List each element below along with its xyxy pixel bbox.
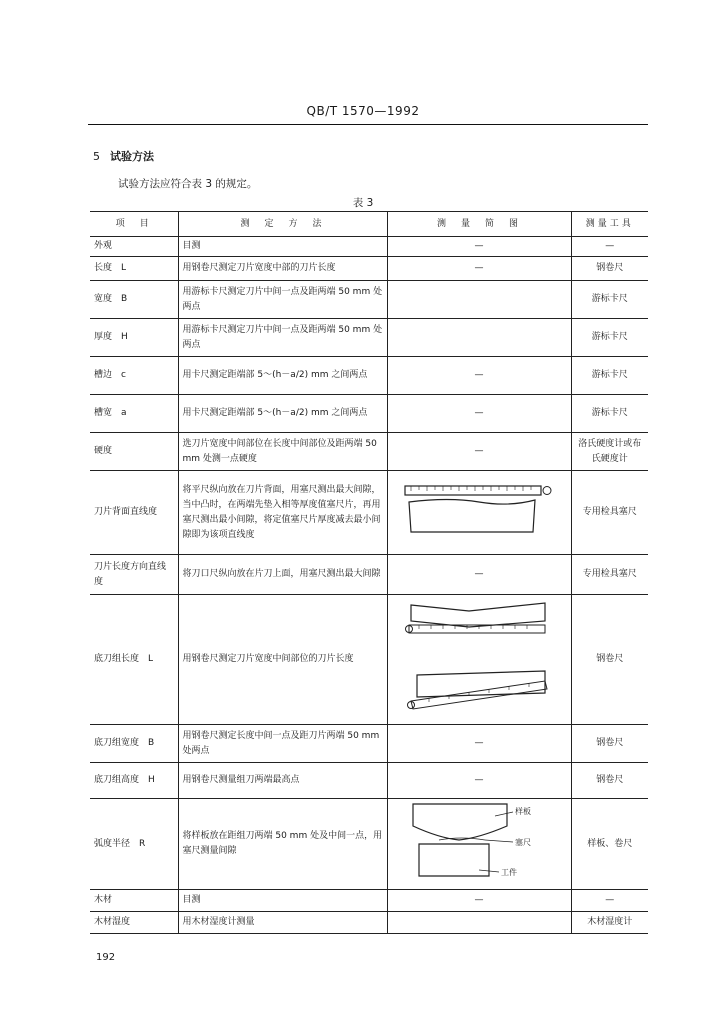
- row-method: 目测: [178, 890, 387, 912]
- row-tool: —: [571, 890, 648, 912]
- table-row: [90, 912, 648, 934]
- row-item: 底刀组高度 H: [90, 763, 178, 799]
- row-diagram: —: [387, 890, 571, 912]
- row-item: 底刀组宽度 B: [90, 725, 178, 763]
- table-row: [90, 319, 648, 357]
- standard-code: QB/T 1570—1992: [306, 104, 420, 118]
- row-tool: 洛氏硬度计或布氏硬度计: [571, 433, 648, 471]
- row-item: 刀片长度方向直线度: [90, 555, 178, 595]
- row-item: 木材湿度: [90, 912, 178, 934]
- row-tool: 专用检具塞尺: [571, 555, 648, 595]
- row-diagram: [387, 319, 571, 357]
- row-diagram: —: [387, 763, 571, 799]
- label-workpiece: 工件: [501, 868, 517, 877]
- straightedge-diagram: [399, 480, 559, 540]
- row-item: 槽宽 a: [90, 395, 178, 433]
- row-tool: 钢卷尺: [571, 595, 648, 725]
- header-diagram: 测 量 简 图: [387, 212, 571, 237]
- row-diagram: —: [387, 433, 571, 471]
- row-item: 宽度 B: [90, 281, 178, 319]
- section-number: 5: [93, 150, 100, 163]
- row-diagram: —: [387, 555, 571, 595]
- row-tool: 专用检具塞尺: [571, 471, 648, 555]
- table-row: [90, 257, 648, 281]
- row-tool: —: [571, 237, 648, 257]
- row-diagram: [387, 281, 571, 319]
- bed-knife-length-diagram: [399, 597, 559, 717]
- table-row: [90, 595, 648, 725]
- row-item: 厚度 H: [90, 319, 178, 357]
- section-text: 试验方法应符合表 3 的规定。: [118, 178, 258, 190]
- table-row: [90, 763, 648, 799]
- table-row: [90, 237, 648, 257]
- row-method: 用游标卡尺测定刀片中间一点及距两端 50 mm 处两点: [178, 281, 387, 319]
- row-method: 选刀片宽度中间部位在长度中间部位及距两端 50 mm 处测一点硬度: [178, 433, 387, 471]
- section-heading: [93, 148, 154, 164]
- row-item: 外观: [90, 237, 178, 257]
- row-method: 用钢卷尺测定刀片宽度中部的刀片长度: [178, 257, 387, 281]
- table-row: [90, 799, 648, 890]
- header-tool: 测量工具: [571, 212, 648, 237]
- row-tool: 钢卷尺: [571, 763, 648, 799]
- row-method: 用木材湿度计测量: [178, 912, 387, 934]
- row-tool: 木材湿度计: [571, 912, 648, 934]
- table-row: [90, 395, 648, 433]
- label-feeler: 塞尺: [515, 838, 531, 847]
- row-tool: 游标卡尺: [571, 281, 648, 319]
- row-tool: 样板、卷尺: [571, 799, 648, 890]
- row-item: 刀片背面直线度: [90, 471, 178, 555]
- row-method: 将平尺纵向放在刀片背面，用塞尺测出最大间隙，当中凸时，在两端先垫入相等厚度值塞尺片，再用塞尺测出最小间隙，将定值塞尺片厚度减去最小间隙即为该项直线度: [178, 471, 387, 555]
- header-method: 测 定 方 法: [178, 212, 387, 237]
- row-method: 用卡尺测定距端部 5～(h－a/2) mm 之间两点: [178, 357, 387, 395]
- row-diagram: [387, 912, 571, 934]
- row-diagram: —: [387, 357, 571, 395]
- row-diagram: —: [387, 237, 571, 257]
- row-item: 槽边 c: [90, 357, 178, 395]
- row-method: 将刀口尺纵向放在片刀上面，用塞尺测出最大间隙: [178, 555, 387, 595]
- row-tool: 游标卡尺: [571, 357, 648, 395]
- row-item: 底刀组长度 L: [90, 595, 178, 725]
- row-method: 用钢卷尺测定长度中间一点及距刀片两端 50 mm 处两点: [178, 725, 387, 763]
- row-method: 用游标卡尺测定刀片中间一点及距两端 50 mm 处两点: [178, 319, 387, 357]
- row-tool: 钢卷尺: [571, 257, 648, 281]
- row-diagram: [387, 799, 571, 890]
- header-rule: [88, 124, 648, 125]
- table-row: [90, 357, 648, 395]
- row-diagram: —: [387, 725, 571, 763]
- table-row: [90, 281, 648, 319]
- table-title: 表 3: [352, 197, 374, 209]
- header-item: 项 目: [90, 212, 178, 237]
- row-method: 将样板放在距组刀两端 50 mm 处及中间一点，用塞尺测量间隙: [178, 799, 387, 890]
- table-row: [90, 890, 648, 912]
- test-method-table: [90, 211, 648, 934]
- row-tool: 钢卷尺: [571, 725, 648, 763]
- row-method: 用钢卷尺测量组刀两端最高点: [178, 763, 387, 799]
- section-title: 试验方法: [110, 150, 154, 163]
- row-diagram: [387, 471, 571, 555]
- radius-template-diagram: [399, 800, 559, 882]
- row-diagram: [387, 595, 571, 725]
- row-diagram: —: [387, 257, 571, 281]
- row-item: 弧度半径 R: [90, 799, 178, 890]
- row-tool: 游标卡尺: [571, 319, 648, 357]
- page-number: 192: [96, 952, 116, 963]
- table-row: [90, 555, 648, 595]
- table-header-row: [90, 212, 648, 237]
- row-item: 木材: [90, 890, 178, 912]
- row-item: 长度 L: [90, 257, 178, 281]
- row-diagram: —: [387, 395, 571, 433]
- row-method: 用钢卷尺测定刀片宽度中间部位的刀片长度: [178, 595, 387, 725]
- table-row: [90, 433, 648, 471]
- label-template: 样板: [515, 807, 531, 816]
- row-method: 用卡尺测定距端部 5～(h－a/2) mm 之间两点: [178, 395, 387, 433]
- table-row: [90, 471, 648, 555]
- row-tool: 游标卡尺: [571, 395, 648, 433]
- row-item: 硬度: [90, 433, 178, 471]
- row-method: 目测: [178, 237, 387, 257]
- table-row: [90, 725, 648, 763]
